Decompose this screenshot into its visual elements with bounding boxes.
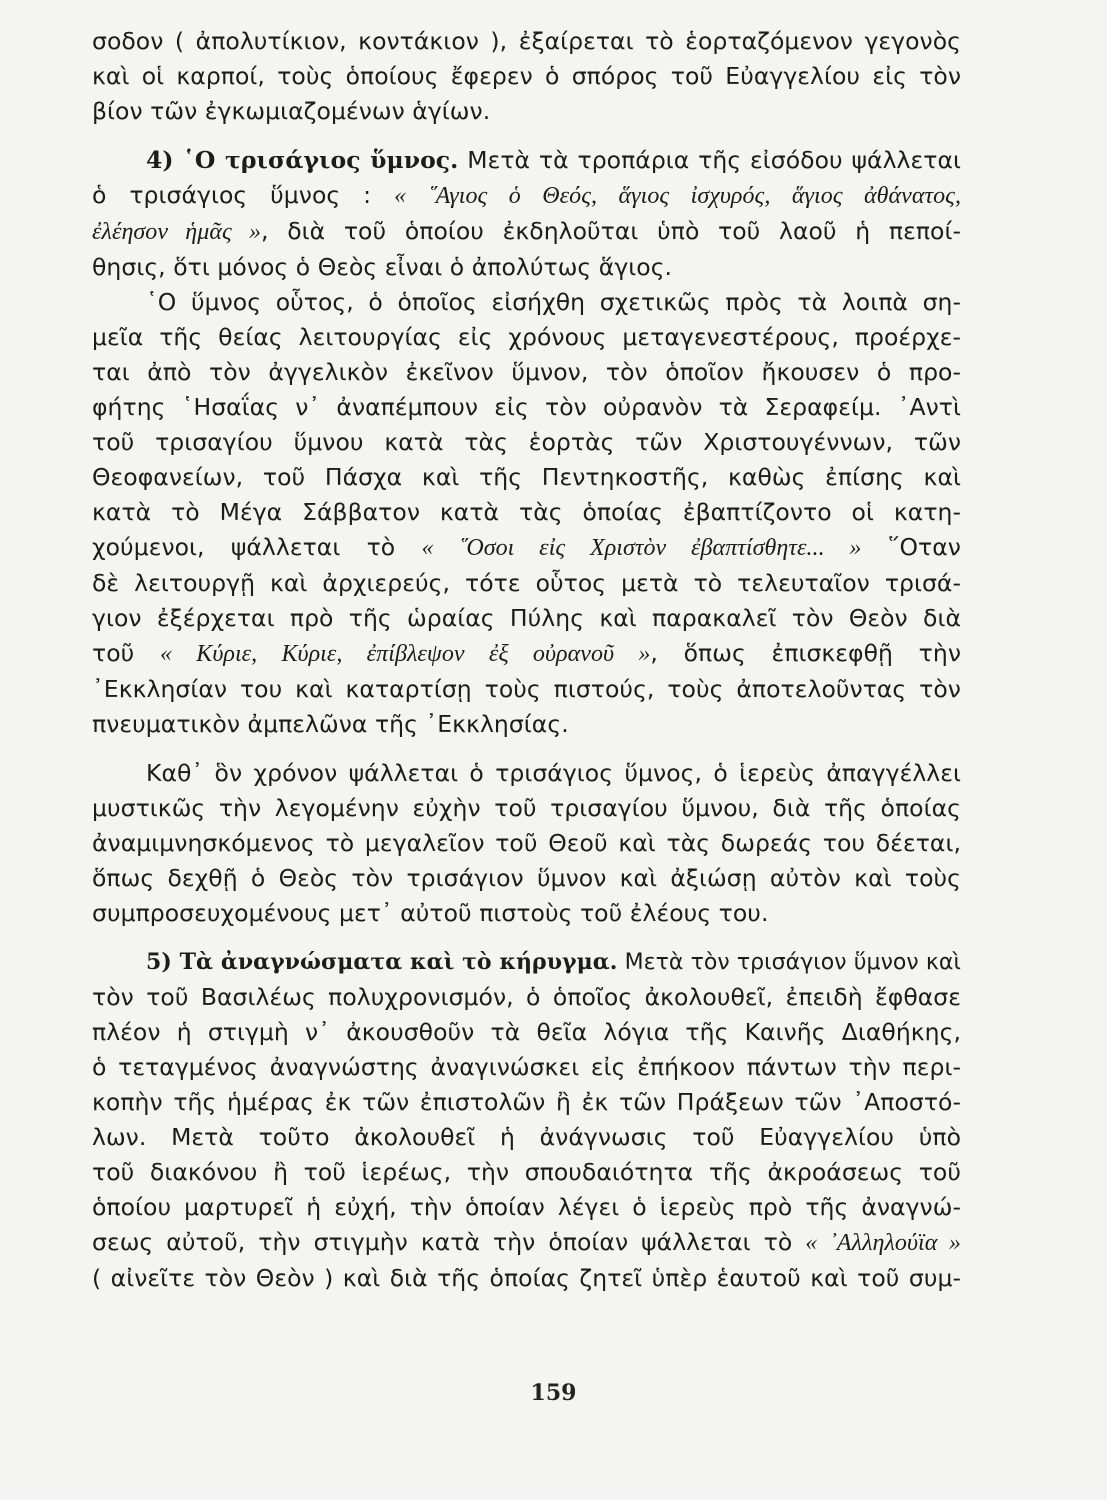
text-line: ᾽Εκκλησίαν του καὶ καταρτίσῃ τοὺς πιστούς, τοὺς ἀποτελοῦντας τὸν [92,675,961,703]
text-line [92,636,961,672]
text-span: Μετὰ τὰ τροπάρια τῆς εἰσόδου ψάλλεται [458,146,961,174]
text-line: μυστικῶς τὴν λεγομένην εὐχὴν τοῦ τρισαγίου ὕμνου, διὰ τῆς ὁποίας [92,794,961,822]
text-line: λων. Μετὰ τοῦτο ἀκολουθεῖ ἡ ἀνάγνωσις τοῦ Εὐαγγελίου ὑπὸ [92,1123,961,1151]
text-line: ὁποίου μαρτυρεῖ ἡ εὐχή, τὴν ὁποίαν λέγει ὁ ἱερεὺς πρὸ τῆς ἀναγνώ- [92,1193,961,1221]
paragraph-1 [92,24,961,129]
page-number: 159 [530,1380,577,1406]
text-line: συμπροσευχομένους μετ᾽ αὐτοῦ πιστοὺς τοῦ ἐλέους του. [92,899,769,927]
text-line: φήτης ῾Ησαΐας ν᾽ ἀναπέμπουν εἰς τὸν οὐρανὸν τὰ Σεραφείμ. ᾽Αντὶ [92,393,961,421]
paragraph-hymn-origin [92,285,961,742]
text-span: , διὰ τοῦ ὁποίου ἐκδηλοῦται ὑπὸ τοῦ λαοῦ ἡ πεποί- [261,217,961,245]
quote: « ᾽Αλληλούϊα » [805,1230,961,1256]
quote: ἐλέησον ἡμᾶς » [92,219,262,245]
text-span: χούμενοι, ψάλλεται τὸ [92,533,422,561]
section-heading-5: 5) Τὰ ἀναγνώσματα καὶ τὸ κήρυγμα. [146,949,618,975]
section-heading-4: 4) ῾Ο τρισάγιος ὕμνος. [146,146,459,174]
text-line: τοῦ διακόνου ἢ τοῦ ἱερέως, τὴν σπουδαιότητα τῆς ἀκροάσεως τοῦ [92,1158,961,1186]
text-line: ἀναμιμνησκόμενος τὸ μεγαλεῖον τοῦ Θεοῦ καὶ τὰς δωρεάς του δέεται, [92,829,961,857]
text-line: τοῦ τρισαγίου ὕμνου κατὰ τὰς ἑορτὰς τῶν Χριστουγέννων, τῶν [92,428,961,456]
text-span: Μετὰ τὸν τρισάγιον ὕμνον καὶ [617,950,961,975]
text-line [92,214,961,250]
text-line: ῾Ο ὕμνος οὗτος, ὁ ὁποῖος εἰσήχθη σχετικῶς πρὸς τὰ λοιπὰ ση- [146,288,961,316]
text-line: τὸν τοῦ Βασιλέως πολυχρονισμόν, ὁ ὁποῖος ἀκολουθεῖ, ἐπειδὴ ἔφθασε [92,983,961,1011]
text-line: ὁ τεταγμένος ἀναγνώστης ἀναγινώσκει εἰς ἐπήκοον πάντων τὴν περι- [92,1053,961,1081]
text-span: ὁ τρισάγιος ὕμνος : [92,181,395,209]
text-line: ( αἰνεῖτε τὸν Θεὸν ) καὶ διὰ τῆς ὁποίας ζητεῖ ὑπὲρ ἑαυτοῦ καὶ τοῦ συμ- [92,1264,961,1292]
quote: « ῞Οσοι εἰς Χριστὸν ἐβαπτίσθητε... » [421,535,862,561]
text-line: πλέον ἡ στιγμὴ ν᾽ ἀκουσθοῦν τὰ θεῖα λόγια τῆς Καινῆς Διαθήκης, [92,1018,961,1046]
paragraph-readings [92,945,961,1296]
text-span: ῞Οταν [861,533,961,561]
text-line: γιον ἐξέρχεται πρὸ τῆς ὡραίας Πύλης καὶ παρακαλεῖ τὸν Θεὸν διὰ [92,604,961,632]
paragraph-trisagion [92,143,961,285]
text-line [92,143,961,178]
text-line [92,178,961,214]
text-line [92,945,961,980]
text-line: βίον τῶν ἐγκωμιαζομένων ἁγίων. [92,97,491,125]
text-span: σεως αὐτοῦ, τὴν στιγμὴν κατὰ τὴν ὁποίαν ψάλλεται τὸ [92,1228,806,1256]
quote: « Κύριε, Κύριε, ἐπίβλεψον ἐξ οὐρανοῦ » [159,641,651,667]
text-line: καὶ οἱ καρποί, τοὺς ὁποίους ἔφερεν ὁ σπόρος τοῦ Εὐαγγελίου εἰς τὸν [92,62,961,90]
text-span: , ὅπως ἐπισκεφθῇ τὴν [650,639,961,667]
text-line: Θεοφανείων, τοῦ Πάσχα καὶ τῆς Πεντηκοστῆς, καθὼς ἐπίσης καὶ [92,463,961,491]
text-line: κατὰ τὸ Μέγα Σάββατον κατὰ τὰς ὁποίας ἐβαπτίζοντο οἱ κατη- [92,498,961,526]
text-line: δὲ λειτουργῇ καὶ ἀρχιερεύς, τότε οὗτος μετὰ τὸ τελευταῖον τρισά- [92,569,961,597]
quote: « ῞Αγιος ὁ Θεός, ἅγιος ἰσχυρός, ἅγιος ἀθάνατος, [394,183,962,209]
paragraph-priest-prayer [92,756,961,931]
text-line: θησις, ὅτι μόνος ὁ Θεὸς εἶναι ὁ ἀπολύτως ἅγιος. [92,253,673,281]
text-line: σοδον ( ἀπολυτίκιον, κοντάκιον ), ἐξαίρεται τὸ ἑορταζόμενον γεγονὸς [92,27,961,55]
text-line: ται ἀπὸ τὸν ἀγγελικὸν ἐκεῖνον ὕμνον, τὸν ὁποῖον ἤκουσεν ὁ προ- [92,358,961,386]
text-span: τοῦ [92,639,160,667]
text-line: μεῖα τῆς θείας λειτουργίας εἰς χρόνους μεταγενεστέρους, προέρχε- [92,323,961,351]
text-line: πνευματικὸν ἀμπελῶνα τῆς ᾽Εκκλησίας. [92,710,569,738]
text-line: κοπὴν τῆς ἡμέρας ἐκ τῶν ἐπιστολῶν ἢ ἐκ τῶν Πράξεων τῶν ᾽Αποστό- [92,1088,961,1116]
text-line [92,530,961,566]
text-line: ὅπως δεχθῇ ὁ Θεὸς τὸν τρισάγιον ὕμνον καὶ ἀξιώσῃ αὐτὸν καὶ τοὺς [92,864,961,892]
text-line: Καθ᾽ ὃν χρόνον ψάλλεται ὁ τρισάγιος ὕμνος, ὁ ἱερεὺς ἀπαγγέλλει [146,759,961,787]
text-line [92,1225,961,1261]
